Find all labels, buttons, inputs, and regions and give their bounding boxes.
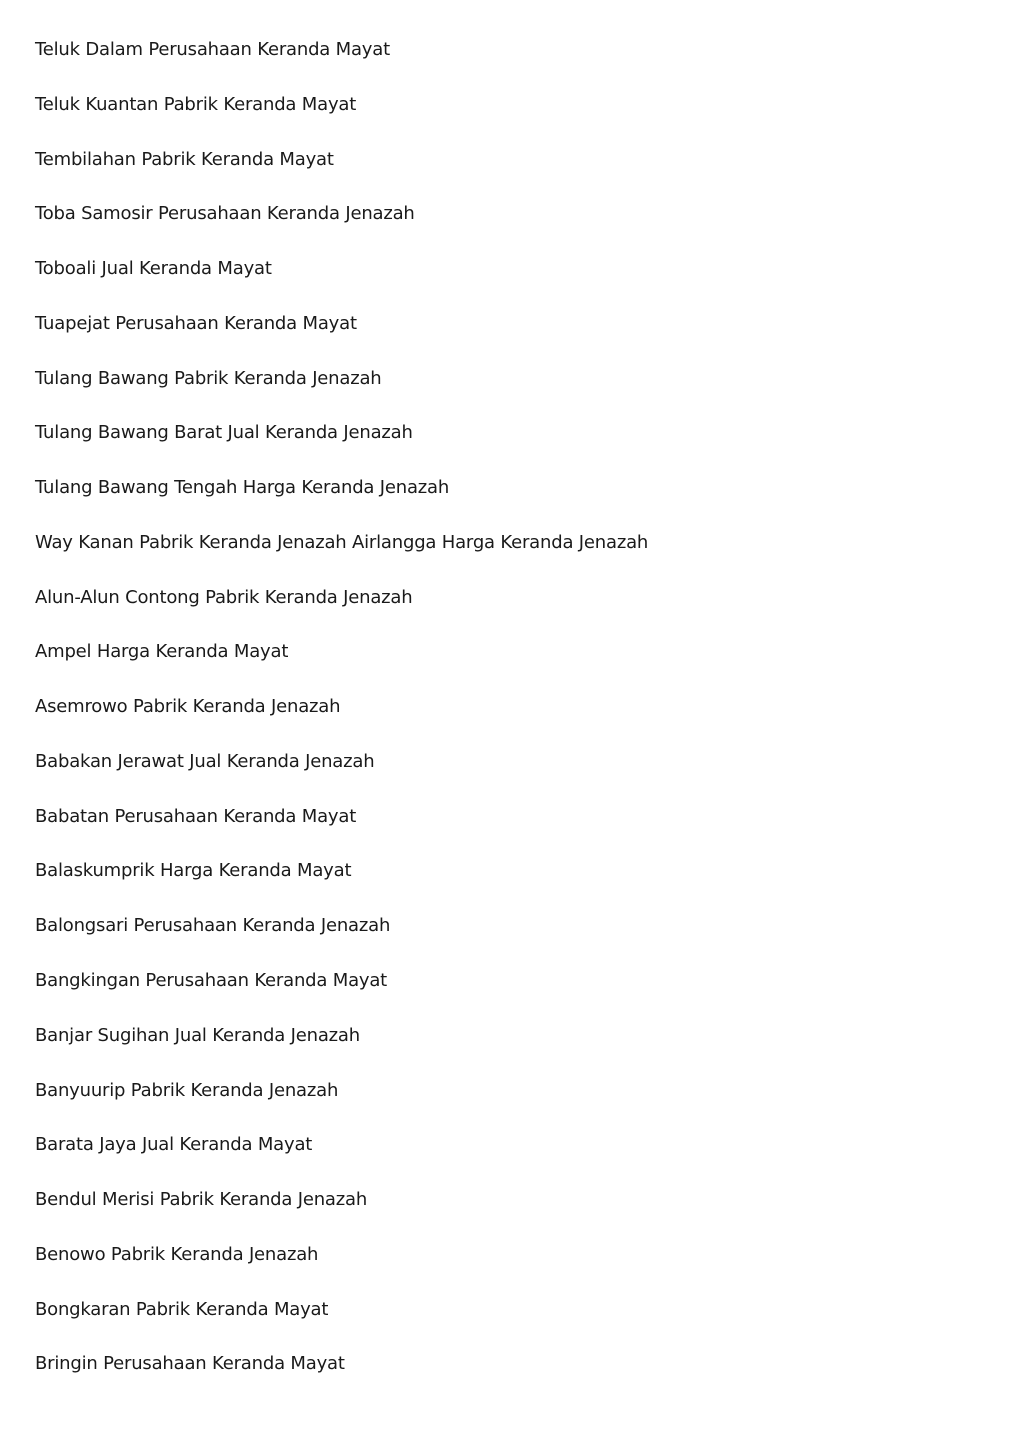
text-line: Bongkaran Pabrik Keranda Mayat: [35, 1298, 329, 1320]
text-line: Balongsari Perusahaan Keranda Jenazah: [35, 915, 391, 937]
text-line: Benowo Pabrik Keranda Jenazah: [35, 1243, 319, 1265]
text-line: Toboali Jual Keranda Mayat: [35, 258, 272, 280]
text-line: Tuapejat Perusahaan Keranda Mayat: [35, 312, 357, 334]
text-line: Bringin Perusahaan Keranda Mayat: [35, 1353, 345, 1375]
text-line: Ampel Harga Keranda Mayat: [35, 641, 289, 663]
text-line: Banyuurip Pabrik Keranda Jenazah: [35, 1079, 339, 1101]
text-line: Tulang Bawang Pabrik Keranda Jenazah: [35, 367, 382, 389]
text-line: Barata Jaya Jual Keranda Mayat: [35, 1134, 313, 1156]
text-line: Teluk Kuantan Pabrik Keranda Mayat: [35, 93, 357, 115]
text-line: Babatan Perusahaan Keranda Mayat: [35, 805, 357, 827]
text-line: Way Kanan Pabrik Keranda Jenazah Airlangga Harga Keranda Jenazah: [35, 531, 649, 553]
text-line: Tulang Bawang Barat Jual Keranda Jenazah: [35, 422, 413, 444]
text-line: Babakan Jerawat Jual Keranda Jenazah: [35, 750, 375, 772]
text-line: Banjar Sugihan Jual Keranda Jenazah: [35, 1024, 360, 1046]
text-line: Teluk Dalam Perusahaan Keranda Mayat: [35, 39, 390, 60]
text-line-list: [35, 36, 648, 1405]
text-line: Bangkingan Perusahaan Keranda Mayat: [35, 970, 388, 992]
text-line: Bendul Merisi Pabrik Keranda Jenazah: [35, 1189, 368, 1211]
text-line: Balaskumprik Harga Keranda Mayat: [35, 860, 352, 882]
text-line: Asemrowo Pabrik Keranda Jenazah: [35, 696, 341, 718]
text-line: Alun-Alun Contong Pabrik Keranda Jenazah: [35, 586, 413, 608]
text-line: Tulang Bawang Tengah Harga Keranda Jenazah: [35, 477, 450, 499]
text-line: Toba Samosir Perusahaan Keranda Jenazah: [35, 203, 415, 225]
text-line: Tembilahan Pabrik Keranda Mayat: [35, 148, 334, 170]
